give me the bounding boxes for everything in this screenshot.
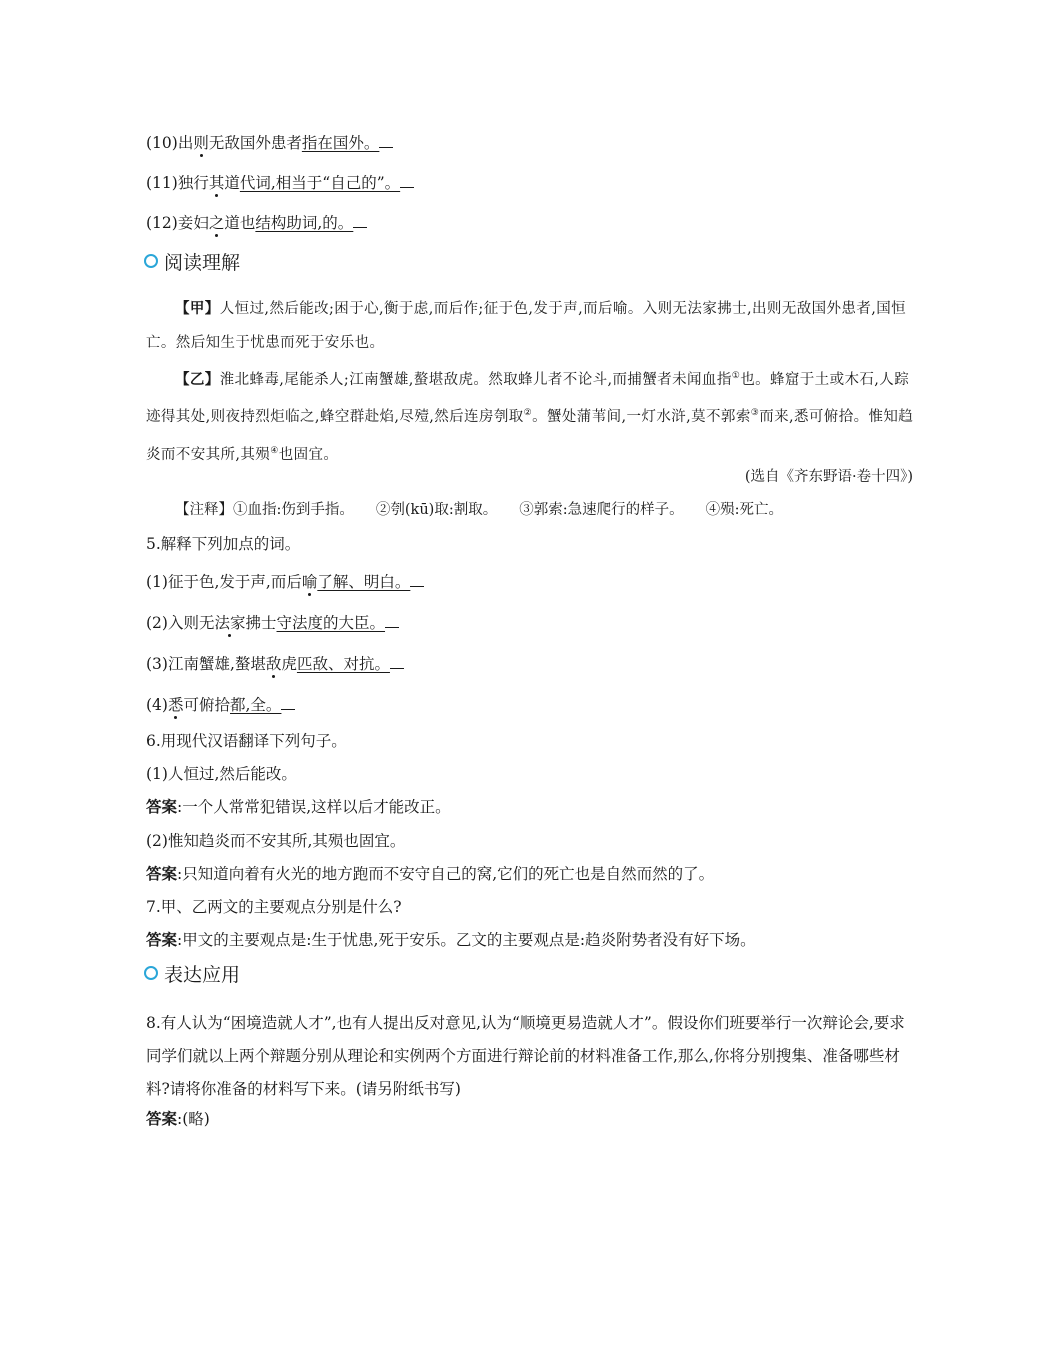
q6-answer-2: 答案:只知道向着有火光的地方跑而不安守自己的窝,它们的死亡也是自然而然的了。 [146, 864, 715, 883]
q5-item-2: (2)入则无法家拂士守法度的大臣。 [146, 612, 399, 634]
section-heading-reading: 阅读理解 [144, 250, 240, 276]
passage-jia: 【甲】人恒过,然后能改;困于心,衡于虑,而后作;征于色,发于声,而后喻。入则无法家拂士,出则无敌国外患者,国恒亡。然后知生于忧患而死于安乐也。 [146, 300, 907, 351]
question-7-title: 7.甲、乙两文的主要观点分别是什么? [146, 898, 402, 916]
vocab-item-11: (11)独行其道代词,相当于“自己的”。 [146, 172, 414, 194]
passage-yi: 【乙】淮北蜂毒,尾能杀人;江南蟹雄,螯堪敌虎。然取蜂儿者不论斗,而捕蟹者未闻血指①也。蜂窟于土或木石,人踪迹得其处,则夜持烈炬临之,蜂空群赴焰,尽殪,然后连房刳取②。蟹处蒲苇间,一灯水浒,莫不郭索③而来,悉可俯拾。惟知趋炎而不安其所,其殒④也固宜。 [146, 370, 914, 463]
dotted-word: 悉 [167, 696, 184, 714]
answer-text: 匹敌、对抗。 [296, 655, 390, 673]
dotted-word: 其 [208, 174, 225, 192]
answer-text: 都,全。 [230, 696, 282, 714]
circle-bullet-icon [144, 966, 158, 980]
answer-text: 指在国外。 [301, 134, 380, 152]
dotted-word: 之 [208, 214, 225, 232]
q6-item-1: (1)人恒过,然后能改。 [146, 765, 297, 783]
q5-item-1: (1)征于色,发于声,而后喻了解、明白。 [146, 571, 424, 593]
answer-text: 守法度的大臣。 [276, 614, 386, 632]
q6-item-2: (2)惟知趋炎而不安其所,其殒也固宜。 [146, 832, 406, 850]
q5-item-3: (3)江南蟹雄,螯堪敌虎匹敌、对抗。 [146, 653, 404, 675]
passage-source: (选自《齐东野语·卷十四》) [744, 469, 913, 485]
answer-text: 结构助词,的。 [255, 214, 354, 232]
q8-answer: 答案:(略) [146, 1109, 210, 1128]
q5-item-4: (4)悉可俯拾都,全。 [146, 694, 295, 716]
annotations: 【注释】①血指:伤到手指。 ②刳(kū)取:割取。 ③郭索:急速爬行的样子。 ④殒:死亡。 [175, 502, 783, 518]
question-6-title: 6.用现代汉语翻译下列句子。 [146, 732, 347, 750]
section-heading-expression: 表达应用 [144, 962, 240, 988]
q7-answer: 答案:甲文的主要观点是:生于忧患,死于安乐。乙文的主要观点是:趋炎附势者没有好下场。 [146, 930, 756, 949]
vocab-item-12: (12)妾妇之道也结构助词,的。 [146, 212, 367, 234]
dotted-word: 法家 [214, 614, 246, 632]
question-5-title: 5.解释下列加点的词。 [146, 535, 301, 553]
dotted-word: 喻 [301, 573, 318, 591]
question-8: 8.有人认为“困境造就人才”,也有人提出反对意见,认为“顺境更易造就人才”。假设你们班要举行一次辩论会,要求同学们就以上两个辩题分别从理论和实例两个方面进行辩论前的材料准备工作,那么,你将分别搜集、准备哪些材料?请将你准备的材料写下来。(请另附纸书写) [146, 1014, 905, 1098]
answer-text: 代词,相当于“自己的”。 [239, 174, 401, 192]
q6-answer-1: 答案:一个人常常犯错误,这样以后才能改正。 [146, 797, 451, 816]
vocab-item-10: (10)出则无敌国外患者指在国外。 [146, 132, 393, 154]
dotted-word: 则 [193, 134, 209, 152]
dotted-word: 敌 [265, 655, 282, 673]
answer-text: 了解、明白。 [317, 573, 411, 591]
circle-bullet-icon [144, 254, 158, 268]
reading-passages [146, 292, 916, 472]
